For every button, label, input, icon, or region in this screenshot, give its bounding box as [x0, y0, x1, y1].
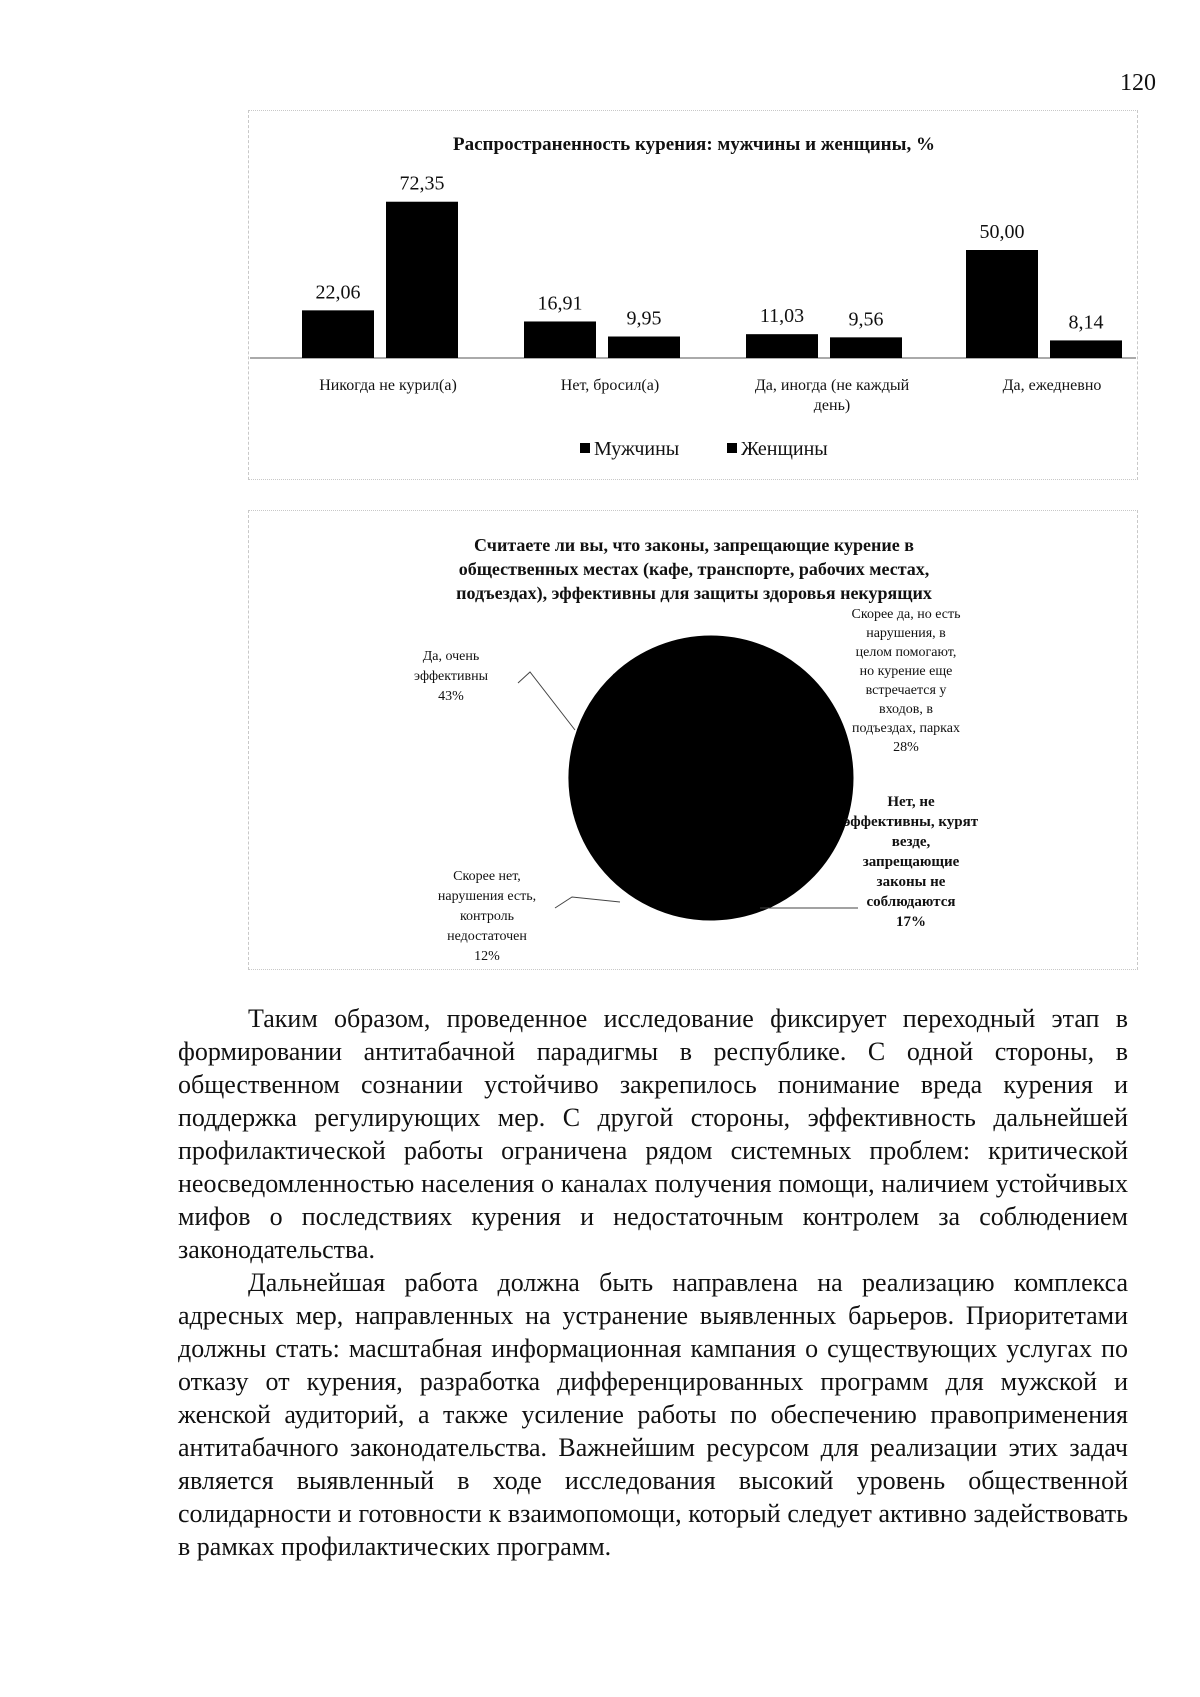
- pie-chart-title-1: общественных местах (кафе, транспорте, рабочих местах,: [458, 559, 930, 579]
- legend-label-men: Мужчины: [594, 438, 680, 460]
- bar-men-2: [746, 334, 818, 358]
- pie-label-1-5: входов, в: [878, 702, 934, 717]
- pie-chart-title-2: подъездах), эффективны для защиты здоровья некурящих: [456, 583, 932, 603]
- leader-line-3: [555, 897, 620, 908]
- bar-men-0: [302, 310, 374, 358]
- category-label-2-1: день): [813, 397, 851, 414]
- bar-men-1: [524, 321, 596, 358]
- bar-chart-title: Распространенность курения: мужчины и женщины, %: [453, 134, 935, 155]
- pie-label-2-6: 17%: [896, 914, 926, 930]
- data-label-women-2: 9,56: [848, 308, 884, 331]
- pie-label-2-3: запрещающие: [862, 854, 960, 870]
- data-label-men-1: 16,91: [537, 292, 583, 315]
- pie-label-1-7: 28%: [893, 740, 919, 755]
- category-label-3-0: Да, ежедневно: [1002, 377, 1102, 394]
- legend-swatch-women: [727, 443, 737, 453]
- page-number: 120: [1120, 70, 1156, 96]
- category-label-0-0: Никогда не курил(а): [319, 377, 457, 394]
- pie-label-3-2: контроль: [459, 909, 515, 924]
- data-label-men-2: 11,03: [759, 305, 805, 328]
- pie-label-1-2: целом помогают,: [855, 645, 957, 660]
- category-label-2-0: Да, иногда (не каждый: [754, 377, 910, 394]
- pie-label-1-4: встречается у: [865, 683, 947, 698]
- bar-women-3: [1050, 340, 1122, 358]
- body-paragraph-2: Дальнейшая работа должна быть направлена на реализацию комплекса адресных мер, направленных на устранение выявленных барьеров. Приоритетами должны стать: масштабная информационная кампания о существующих услугах по отказу от курения, разработка дифференцированных программ для мужской и женской аудиторий, а также усиление работы по обеспечению правоприменения антитабачного законодательства. Важнейшим ресурсом для реализации этих задач является выявленный в ходе исследования высокий уровень общественной солидарности и готовности к взаимопомощи, который следует активно задействовать в рамках профилактических программ.: [178, 1268, 1128, 1561]
- data-label-men-3: 50,00: [979, 221, 1025, 243]
- legend-swatch-men: [580, 443, 590, 453]
- bar-women-2: [830, 337, 902, 358]
- legend-label-women: Женщины: [741, 438, 828, 460]
- pie-chart-title-0: Считаете ли вы, что законы, запрещающие курение в: [474, 535, 914, 555]
- data-label-women-3: 8,14: [1068, 311, 1104, 334]
- pie-label-0-1: эффективны: [414, 669, 488, 684]
- bar-women-0: [386, 202, 458, 358]
- leader-line-0: [518, 672, 575, 730]
- pie-label-2-5: соблюдаются: [866, 894, 956, 910]
- pie-label-0-0: Да, очень: [422, 649, 480, 664]
- pie-label-2-4: законы не: [876, 874, 946, 890]
- bar-men-3: [966, 250, 1038, 358]
- data-label-women-1: 9,95: [626, 307, 662, 330]
- pie-label-2-0: Нет, не: [887, 794, 935, 810]
- bar-women-1: [608, 337, 680, 358]
- data-label-men-0: 22,06: [315, 281, 361, 304]
- pie-label-3-0: Скорее нет,: [453, 869, 521, 884]
- category-label-1-0: Нет, бросил(а): [560, 377, 660, 394]
- pie-label-2-2: везде,: [891, 834, 931, 850]
- pie-label-3-3: недостаточен: [447, 929, 527, 944]
- pie-label-0-2: 43%: [438, 689, 464, 704]
- pie-label-2-1: эффективны, курят: [843, 814, 979, 830]
- pie-label-3-1: нарушения есть,: [437, 889, 537, 904]
- pie-label-1-1: нарушения, в: [866, 626, 946, 641]
- data-label-women-0: 72,35: [399, 172, 445, 195]
- pie-label-1-0: Скорее да, но есть: [851, 607, 961, 622]
- pie-label-3-4: 12%: [474, 949, 500, 964]
- pie-label-1-6: подъездах, парках: [852, 721, 960, 736]
- body-paragraph-1: Таким образом, проведенное исследование фиксирует переходный этап в формировании антитабачной парадигмы в республике. С одной стороны, в общественном сознании устойчиво закрепилось понимание вреда курения и поддержка регулирующих мер. С другой стороны, эффективность дальнейшей профилактической работы ограничена рядом системных проблем: критической неосведомленностью населения о каналах получения помощи, наличием устойчивых мифов о последствиях курения и недостаточным контролем за соблюдением законодательства.: [178, 1004, 1128, 1264]
- pie-label-1-3: но курение еще: [859, 664, 953, 679]
